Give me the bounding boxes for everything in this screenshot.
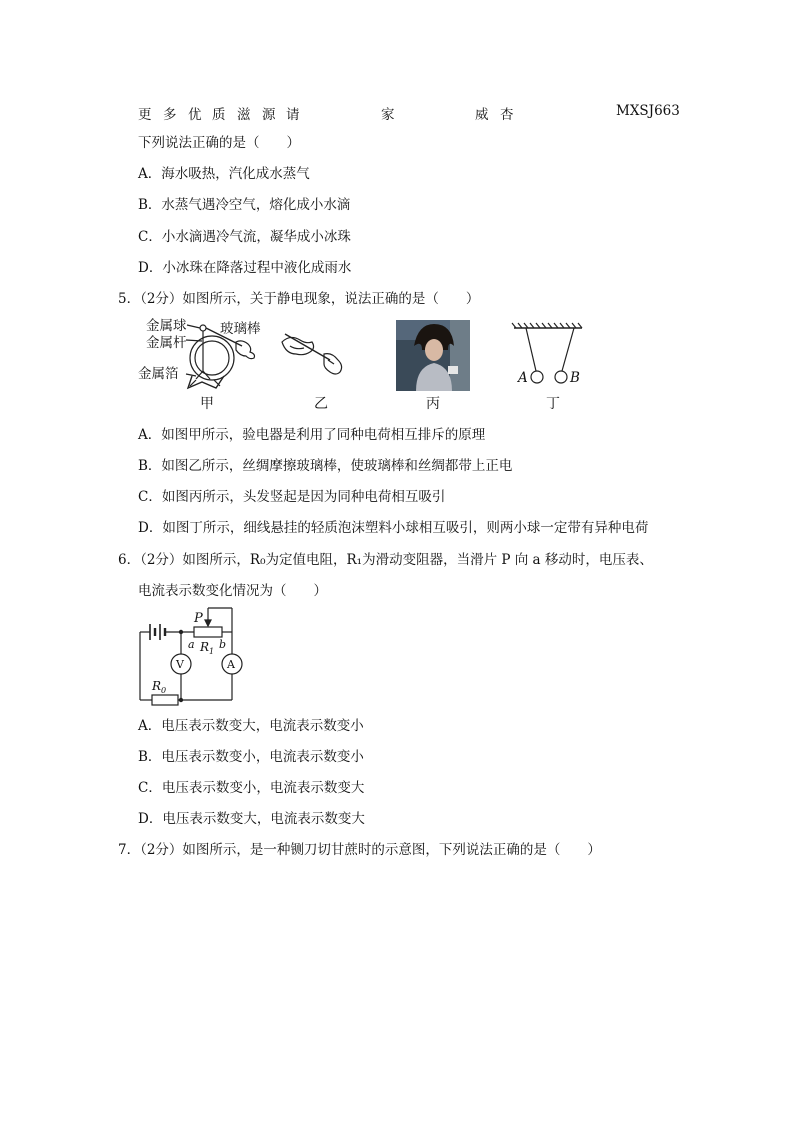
slider-p-label: P	[194, 611, 203, 626]
header-char: 请	[286, 107, 300, 123]
silk-rubbing-diagram	[282, 334, 342, 374]
q7-stem: 7．（2分）如图所示，是一种铡刀切甘蔗时的示意图，下列说法正确的是（ ）	[118, 842, 601, 858]
terminal-b-label: b	[219, 638, 227, 651]
header-char: 杏	[500, 107, 514, 123]
terminal-a-label: a	[188, 638, 195, 651]
label-ball-b: B	[570, 370, 580, 386]
caption-bing: 丙	[426, 396, 440, 412]
q4-option-d: D．小冰珠在降落过程中液化成雨水	[138, 260, 352, 276]
q5-option-a: A．如图甲所示，验电器是利用了同种电荷相互排斥的原理	[138, 427, 486, 443]
header-char: 威	[475, 107, 489, 123]
r1-label: $R_1$	[200, 640, 215, 656]
header-code: MXSJ663	[616, 103, 680, 119]
q4-option-b: B．水蒸气遇冷空气，熔化成小水滴	[138, 197, 351, 213]
q6-stem-line1: 6．（2分）如图所示，R₀为定值电阻，R₁为滑动变阻器，当滑片 P 向 a 移动时，电压表、	[118, 552, 653, 568]
q6-option-d: D．电压表示数变大，电流表示数变大	[138, 811, 365, 827]
q6-option-c: C．电压表示数变小，电流表示数变大	[138, 780, 365, 796]
q4-stem: 下列说法正确的是（ ）	[138, 135, 300, 151]
header-char: 家	[381, 107, 395, 123]
q6-option-a: A．电压表示数变大，电流表示数变小	[138, 718, 364, 734]
label-metal-rod: 金属杆	[146, 335, 187, 351]
label-glass-rod: 玻璃棒	[220, 321, 261, 337]
caption-yi: 乙	[314, 396, 328, 412]
ammeter-label: A	[227, 658, 235, 671]
q4-option-a: A．海水吸热，汽化成水蒸气	[138, 166, 310, 182]
q6-stem-line2: 电流表示数变化情况为（ ）	[138, 583, 327, 599]
q6-option-b: B．电压表示数变小，电流表示数变小	[138, 749, 364, 765]
header-char: 滋	[237, 107, 251, 123]
header-char: 优	[188, 107, 202, 123]
q5-option-d: D．如图丁所示，细线悬挂的轻质泡沫塑料小球相互吸引，则两小球一定带有异种电荷	[138, 520, 649, 536]
header-char: 更	[138, 107, 152, 123]
q5-option-b: B．如图乙所示，丝绸摩擦玻璃棒，使玻璃棒和丝绸都带上正电	[138, 458, 513, 474]
page-header	[138, 103, 678, 121]
header-char: 质	[212, 107, 226, 123]
label-metal-ball: 金属球	[146, 318, 187, 334]
q5-option-c: C．如图丙所示，头发竖起是因为同种电荷相互吸引	[138, 489, 446, 505]
label-metal-foil: 金属箔	[138, 366, 179, 382]
q5-stem: 5．（2分）如图所示，关于静电现象，说法正确的是（ ）	[118, 291, 480, 307]
r0-label: $R_0$	[152, 679, 167, 695]
caption-jia: 甲	[200, 396, 214, 412]
header-char: 多	[163, 107, 177, 123]
header-char: 源	[262, 107, 276, 123]
caption-ding: 丁	[546, 396, 560, 412]
q5-figure	[130, 316, 600, 416]
q6-circuit	[132, 604, 248, 708]
voltmeter-label: V	[176, 658, 184, 671]
hair-standing-photo	[396, 320, 470, 391]
q4-option-c: C．小水滴遇冷气流，凝华成小冰珠	[138, 229, 351, 245]
label-ball-a: A	[518, 370, 528, 386]
